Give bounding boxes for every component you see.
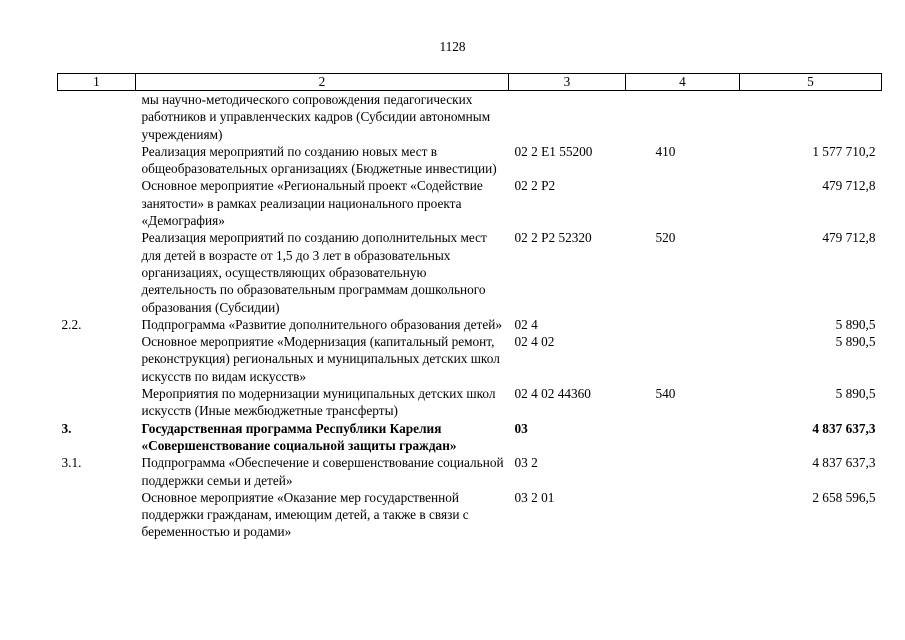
header-col-4: 4 (626, 74, 740, 91)
row-amount: 4 837 637,3 (812, 420, 876, 436)
table-row (58, 489, 882, 541)
row-number: 3.1. (61, 455, 82, 471)
row-number (58, 489, 136, 541)
row-name: Основное мероприятие «Модернизация (капитальный ремонт, реконструкция) региональных и муниципальных детских школ искусств по видам искусств» (141, 334, 500, 384)
row-kvr (626, 489, 740, 541)
row-amount: 1 577 710,2 (812, 143, 876, 159)
header-col-5: 5 (740, 74, 882, 91)
row-number (58, 91, 136, 143)
table-header (58, 74, 882, 91)
row-name: Реализация мероприятий по созданию дополнительных мест для детей в возрасте от 1,5 до 3 лет в образовательных организациях, осуществляющих образовательную деятельность по образовательным программам дошкольного образования (Субсидии) (141, 230, 487, 315)
row-kvr (626, 316, 740, 333)
table-row (58, 420, 882, 455)
row-kvr (626, 177, 740, 229)
row-code: 02 4 (514, 316, 538, 332)
row-number (58, 333, 136, 385)
row-code: 02 2 P2 52320 (514, 230, 592, 246)
row-code: 02 4 02 44360 (514, 386, 591, 402)
row-name: Основное мероприятие «Региональный проект «Содействие занятости» в рамках реализации национального проекта «Демография» (141, 178, 483, 229)
row-amount: 5 890,5 (835, 316, 876, 332)
header-col-1: 1 (58, 74, 136, 91)
row-kvr: 540 (655, 386, 676, 402)
header-col-3: 3 (509, 74, 626, 91)
table-row (58, 229, 882, 315)
row-kvr (626, 333, 740, 385)
row-kvr: 520 (655, 230, 676, 246)
row-number (58, 177, 136, 229)
row-code: 03 2 01 (514, 489, 555, 505)
page-number: 1128 (439, 39, 466, 54)
row-code: 03 (514, 420, 528, 436)
row-code: 02 2 P2 (514, 178, 556, 194)
table-row (58, 177, 882, 229)
table-row (58, 316, 882, 333)
row-name: Подпрограмма «Развитие дополнительного образования детей» (141, 316, 503, 332)
table-row (58, 143, 882, 178)
row-kvr: 410 (655, 143, 676, 159)
header-row (58, 74, 882, 91)
row-amount: 479 712,8 (822, 230, 876, 246)
row-name: Реализация мероприятий по созданию новых мест в общеобразовательных организациях (Бюджетные инвестиции) (141, 143, 497, 177)
header-col-2: 2 (136, 74, 509, 91)
row-name: Подпрограмма «Обеспечение и совершенствование социальной поддержки семьи и детей» (141, 455, 504, 488)
row-amount: 2 658 596,5 (812, 489, 876, 505)
row-number: 2.2. (61, 316, 82, 332)
row-code: 03 2 (514, 455, 538, 471)
row-name: мы научно-методического сопровождения педагогических работников и управленческих кадров (Субсидии автономным учреждениям) (141, 92, 491, 142)
row-number (58, 229, 136, 315)
table-row (58, 91, 882, 143)
row-number: 3. (61, 420, 72, 436)
row-code: 02 2 E1 55200 (514, 143, 593, 159)
row-name: Государственная программа Республики Карелия «Совершенствование социальной защиты граждан» (141, 420, 457, 453)
budget-table (57, 73, 882, 541)
row-code: 02 4 02 (514, 334, 555, 350)
row-name: Мероприятия по модернизации муниципальных детских школ искусств (Иные межбюджетные трансферты) (141, 386, 496, 419)
row-kvr (626, 454, 740, 489)
row-code (509, 91, 626, 143)
table-row (58, 454, 882, 489)
table-row (58, 385, 882, 420)
table-row (58, 333, 882, 385)
row-number (58, 143, 136, 178)
row-kvr (626, 91, 740, 143)
table-body (58, 91, 882, 541)
row-kvr (626, 420, 740, 455)
row-amount (740, 91, 882, 143)
row-amount: 5 890,5 (835, 386, 876, 402)
row-amount: 4 837 637,3 (812, 455, 876, 471)
row-number (58, 385, 136, 420)
row-amount: 479 712,8 (822, 178, 876, 194)
row-name: Основное мероприятие «Оказание мер государственной поддержки гражданам, имеющим детей, а также в связи с беременностью и родами» (141, 489, 469, 540)
row-amount: 5 890,5 (835, 334, 876, 350)
